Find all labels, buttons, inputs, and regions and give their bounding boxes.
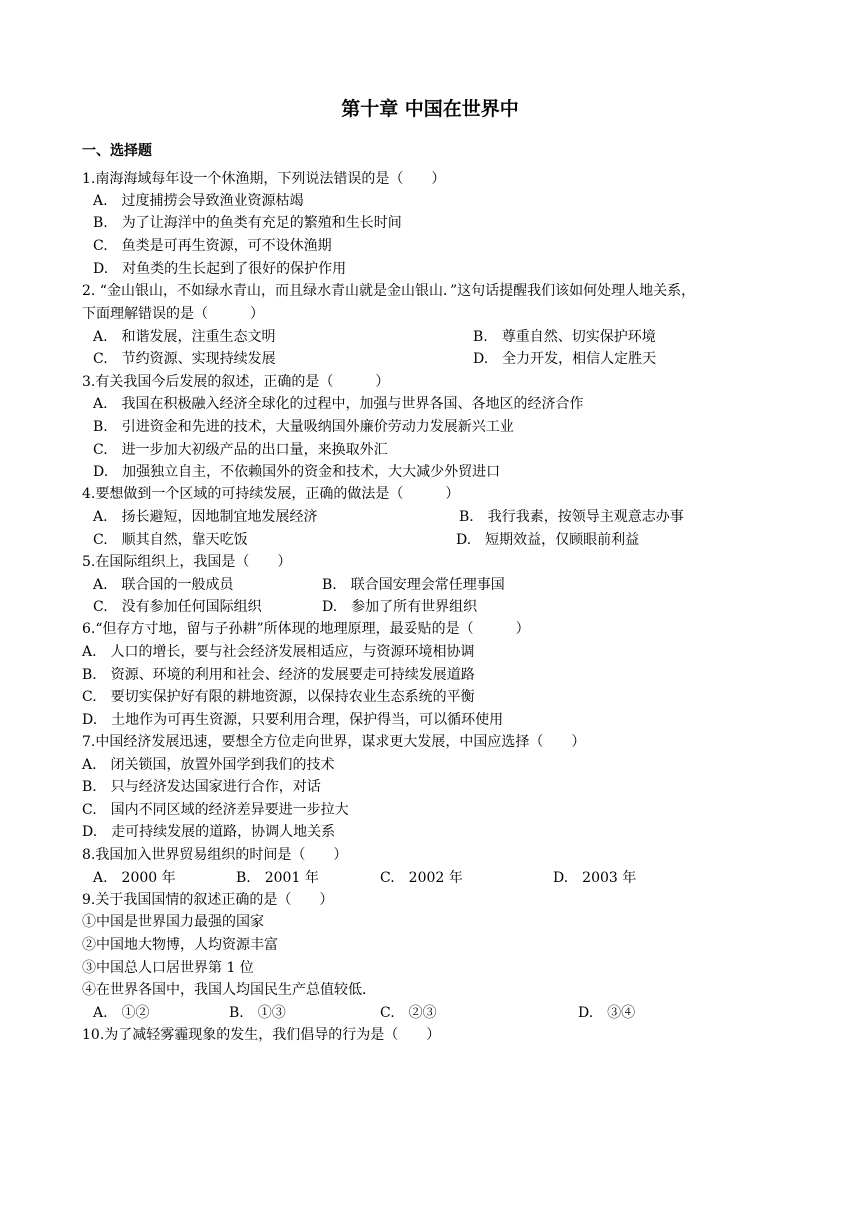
question-7-option-b: B. 只与经济发达国家进行合作，对话 <box>82 779 321 795</box>
question-5-option-c: C. 没有参加任何国际组织 <box>93 599 262 615</box>
question-9-statement-2: ②中国地大物博，人均资源丰富 <box>82 937 278 953</box>
question-9-option-b: B. ①③ <box>229 1005 286 1021</box>
question-5-stem: 5.在国际组织上，我国是（ ） <box>82 554 292 570</box>
question-3-stem: 3.有关我国今后发展的叙述，正确的是（ ） <box>82 374 390 390</box>
question-9-statement-4: ④在世界各国中，我国人均国民生产总值较低． <box>82 982 376 998</box>
question-8-option-c: C. 2002 年 <box>380 870 463 886</box>
question-1-option-c: C. 鱼类是可再生资源，可不设休渔期 <box>93 238 332 254</box>
question-3-option-b: B. 引进资金和先进的技术，大量吸纳国外廉价劳动力发展新兴工业 <box>93 419 514 435</box>
question-2-option-b: B. 尊重自然、切实保护环境 <box>473 329 656 345</box>
question-6-option-c: C. 要切实保护好有限的耕地资源，以保持农业生态系统的平衡 <box>82 689 475 705</box>
question-5-option-d: D. 参加了所有世界组织 <box>322 599 478 615</box>
question-7-option-c: C. 国内不同区域的经济差异要进一步拉大 <box>82 802 349 818</box>
question-9-option-d: D. ③④ <box>578 1005 636 1021</box>
question-3-option-a: A. 我国在积极融入经济全球化的过程中，加强与世界各国、各地区的经济合作 <box>93 396 584 412</box>
question-2-stem-cont: 下面理解错误的是（ ） <box>82 306 264 322</box>
question-9-option-a: A. ①② <box>93 1005 150 1021</box>
question-1-stem: 1.南海海域每年设一个休渔期，下列说法错误的是（ ） <box>82 171 446 187</box>
question-4-option-c: C. 顺其自然，靠天吃饭 <box>93 532 248 548</box>
question-3-option-c: C. 进一步加大初级产品的出口量，来换取外汇 <box>93 442 388 458</box>
section-heading: 一、选择题 <box>82 143 152 159</box>
question-7-option-d: D. 走可持续发展的道路，协调人地关系 <box>82 824 336 840</box>
question-9-statement-3: ③中国总人口居世界第 1 位 <box>82 960 254 976</box>
question-8-option-b: B. 2001 年 <box>236 870 319 886</box>
question-6-option-b: B. 资源、环境的利用和社会、经济的发展要走可持续发展道路 <box>82 667 475 683</box>
question-5-option-a: A. 联合国的一般成员 <box>93 577 234 593</box>
question-8-option-a: A. 2000 年 <box>93 870 176 886</box>
question-4-option-b: B. 我行我素，按领导主观意志办事 <box>459 509 684 525</box>
question-2-option-c: C. 节约资源、实现持续发展 <box>93 351 276 367</box>
question-4-option-a: A. 扬长避短，因地制宜地发展经济 <box>93 509 318 525</box>
question-9-statement-1: ①中国是世界国力最强的国家 <box>82 914 264 930</box>
question-2-option-d: D. 全力开发，相信人定胜天 <box>473 351 657 367</box>
question-1-option-b: B. 为了让海洋中的鱼类有充足的繁殖和生长时间 <box>93 215 402 231</box>
question-8-stem: 8.我国加入世界贸易组织的时间是（ ） <box>82 847 348 863</box>
question-8-option-d: D. 2003 年 <box>553 870 637 886</box>
question-4-option-d: D. 短期效益，仅顾眼前利益 <box>456 532 640 548</box>
question-4-stem: 4.要想做到一个区域的可持续发展，正确的做法是（ ） <box>82 486 460 502</box>
question-6-option-a: A. 人口的增长，要与社会经济发展相适应，与资源环境相协调 <box>82 644 475 660</box>
page-title: 第十章 中国在世界中 <box>341 98 519 120</box>
question-7-stem: 7.中国经济发展迅速，要想全方位走向世界，谋求更大发展，中国应选择（ ） <box>82 734 586 750</box>
question-3-option-d: D. 加强独立自主，不依赖国外的资金和技术，大大减少外贸进口 <box>93 464 501 480</box>
question-1-option-d: D. 对鱼类的生长起到了很好的保护作用 <box>93 261 347 277</box>
question-9-stem: 9.关于我国国情的叙述正确的是（ ） <box>82 892 334 908</box>
question-9-option-c: C. ②③ <box>380 1005 437 1021</box>
question-2-stem: 2. “金山银山，不如绿水青山，而且绿水青山就是金山银山．”这句话提醒我们该如何处理人地关系， <box>82 283 696 299</box>
question-7-option-a: A. 闭关锁国，放置外国学到我们的技术 <box>82 757 335 773</box>
question-10-stem: 10.为了减轻雾霾现象的发生，我们倡导的行为是（ ） <box>82 1027 441 1043</box>
question-2-option-a: A. 和谐发展，注重生态文明 <box>93 329 276 345</box>
question-1-option-a: A. 过度捕捞会导致渔业资源枯竭 <box>93 193 304 209</box>
question-5-option-b: B. 联合国安理会常任理事国 <box>322 577 505 593</box>
question-6-stem: 6.“但存方寸地，留与子孙耕”所体现的地理原理，最妥贴的是（ ） <box>82 621 530 637</box>
question-6-option-d: D. 土地作为可再生资源，只要利用合理，保护得当，可以循环使用 <box>82 712 504 728</box>
